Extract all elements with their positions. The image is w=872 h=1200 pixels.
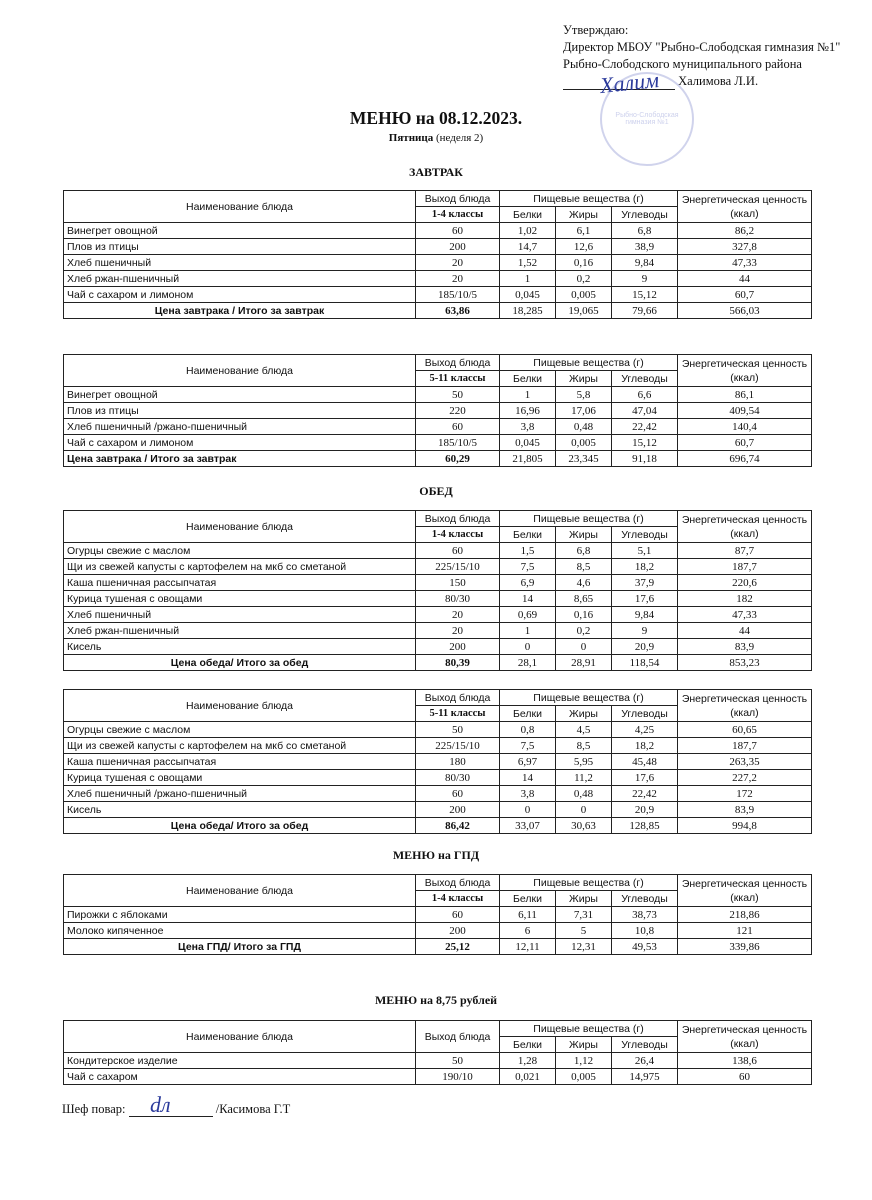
header-energy: Энергетическая ценность (ккал) (678, 355, 812, 387)
header-output: Выход блюда (416, 355, 500, 371)
table-row (64, 591, 812, 607)
dish-name: Курица тушеная с овощами (64, 770, 416, 786)
header-energy: Энергетическая ценность (ккал) (678, 875, 812, 907)
table-row (64, 802, 812, 818)
dish-proteins: 1,52 (500, 255, 556, 271)
total-price: 80,39 (416, 655, 500, 671)
dish-carbs: 4,25 (612, 722, 678, 738)
dish-proteins: 6 (500, 923, 556, 939)
header-class-label: 5-11 классы (416, 371, 500, 387)
footer (62, 1102, 290, 1117)
dish-fats: 6,8 (556, 543, 612, 559)
total-fats: 19,065 (556, 303, 612, 319)
dish-proteins: 0,69 (500, 607, 556, 623)
dish-name: Чай с сахаром (64, 1069, 416, 1085)
total-row (64, 451, 812, 467)
dish-output: 60 (416, 223, 500, 239)
dish-carbs: 10,8 (612, 923, 678, 939)
total-energy: 696,74 (678, 451, 812, 467)
dish-proteins: 3,8 (500, 786, 556, 802)
dish-output: 200 (416, 639, 500, 655)
approval-line-2: Директор МБОУ "Рыбно-Слободская гимназия №1" (563, 40, 841, 54)
total-row (64, 939, 812, 955)
dish-carbs: 5,1 (612, 543, 678, 559)
total-label: Цена ГПД/ Итого за ГПД (64, 939, 416, 955)
dish-energy: 83,9 (678, 639, 812, 655)
table-row (64, 559, 812, 575)
dish-output: 20 (416, 607, 500, 623)
total-proteins: 18,285 (500, 303, 556, 319)
total-energy: 566,03 (678, 303, 812, 319)
dish-energy: 327,8 (678, 239, 812, 255)
total-fats: 28,91 (556, 655, 612, 671)
total-energy: 853,23 (678, 655, 812, 671)
total-label: Цена завтрака / Итого за завтрак (64, 451, 416, 467)
dish-proteins: 6,97 (500, 754, 556, 770)
dish-output: 150 (416, 575, 500, 591)
week-label: (неделя 2) (433, 132, 484, 144)
header-nutrients: Пищевые вещества (г) (500, 875, 678, 891)
total-price: 86,42 (416, 818, 500, 834)
total-proteins: 12,11 (500, 939, 556, 955)
dish-name: Каша пшеничная рассыпчатая (64, 754, 416, 770)
dish-carbs: 14,975 (612, 1069, 678, 1085)
total-carbs: 128,85 (612, 818, 678, 834)
dish-carbs: 38,9 (612, 239, 678, 255)
dish-output: 50 (416, 722, 500, 738)
dish-proteins: 1,5 (500, 543, 556, 559)
dish-fats: 7,31 (556, 907, 612, 923)
dish-carbs: 47,04 (612, 403, 678, 419)
dish-proteins: 14,7 (500, 239, 556, 255)
dish-fats: 11,2 (556, 770, 612, 786)
dish-proteins: 14 (500, 591, 556, 607)
header-proteins: Белки (500, 527, 556, 543)
dish-name: Хлеб ржан-пшеничный (64, 623, 416, 639)
dish-carbs: 9,84 (612, 255, 678, 271)
dish-output: 190/10 (416, 1069, 500, 1085)
dish-name: Винегрет овощной (64, 223, 416, 239)
dish-output: 220 (416, 403, 500, 419)
dish-proteins: 3,8 (500, 419, 556, 435)
header-name: Наименование блюда (64, 690, 416, 722)
table-row (64, 575, 812, 591)
total-row (64, 818, 812, 834)
dish-carbs: 38,73 (612, 907, 678, 923)
dish-name: Кисель (64, 639, 416, 655)
dish-proteins: 14 (500, 770, 556, 786)
dish-energy: 121 (678, 923, 812, 939)
dish-output: 200 (416, 239, 500, 255)
dish-fats: 0,005 (556, 435, 612, 451)
dish-output: 60 (416, 419, 500, 435)
dish-name: Кисель (64, 802, 416, 818)
dish-output: 185/10/5 (416, 435, 500, 451)
table-row (64, 223, 812, 239)
dish-fats: 0,48 (556, 419, 612, 435)
total-proteins: 28,1 (500, 655, 556, 671)
dish-proteins: 1 (500, 623, 556, 639)
table-row (64, 543, 812, 559)
dish-output: 225/15/10 (416, 738, 500, 754)
dish-energy: 87,7 (678, 543, 812, 559)
dish-output: 200 (416, 923, 500, 939)
table-row (64, 1053, 812, 1069)
approval-line-3: Рыбно-Слободского муниципального района (563, 57, 802, 71)
dish-carbs: 18,2 (612, 738, 678, 754)
dish-fats: 0,48 (556, 786, 612, 802)
total-carbs: 118,54 (612, 655, 678, 671)
header-carbs: Углеводы (612, 207, 678, 223)
section-lunch: ОБЕД (419, 484, 453, 498)
total-energy: 994,8 (678, 818, 812, 834)
dish-energy: 44 (678, 271, 812, 287)
dish-energy: 60,7 (678, 435, 812, 451)
dish-fats: 17,06 (556, 403, 612, 419)
total-energy: 339,86 (678, 939, 812, 955)
dish-fats: 1,12 (556, 1053, 612, 1069)
dish-fats: 12,6 (556, 239, 612, 255)
dish-proteins: 6,11 (500, 907, 556, 923)
header-proteins: Белки (500, 207, 556, 223)
header-name: Наименование блюда (64, 191, 416, 223)
header-fats: Жиры (556, 891, 612, 907)
dish-fats: 5 (556, 923, 612, 939)
header-nutrients: Пищевые вещества (г) (500, 690, 678, 706)
dish-fats: 8,5 (556, 559, 612, 575)
dish-energy: 218,86 (678, 907, 812, 923)
menu-table (63, 354, 812, 467)
dish-proteins: 1 (500, 271, 556, 287)
dish-fats: 0,2 (556, 623, 612, 639)
header-output: Выход блюда (416, 875, 500, 891)
header-proteins: Белки (500, 891, 556, 907)
table-header-row (64, 690, 812, 706)
dish-carbs: 26,4 (612, 1053, 678, 1069)
header-class-label: 1-4 классы (416, 891, 500, 907)
dish-name: Винегрет овощной (64, 387, 416, 403)
total-proteins: 21,805 (500, 451, 556, 467)
header-nutrients: Пищевые вещества (г) (500, 511, 678, 527)
dish-name: Хлеб пшеничный /ржано-пшеничный (64, 786, 416, 802)
dish-name: Пирожки с яблоками (64, 907, 416, 923)
dish-name: Плов из птицы (64, 239, 416, 255)
chef-label: Шеф повар: (62, 1102, 126, 1116)
table-row (64, 607, 812, 623)
table-row (64, 639, 812, 655)
total-fats: 30,63 (556, 818, 612, 834)
dish-output: 80/30 (416, 770, 500, 786)
dish-output: 50 (416, 1053, 500, 1069)
header-carbs: Углеводы (612, 706, 678, 722)
header-nutrients: Пищевые вещества (г) (500, 191, 678, 207)
dish-proteins: 16,96 (500, 403, 556, 419)
dish-name: Курица тушеная с овощами (64, 591, 416, 607)
dish-energy: 187,7 (678, 559, 812, 575)
table-row (64, 419, 812, 435)
total-fats: 12,31 (556, 939, 612, 955)
dish-output: 60 (416, 543, 500, 559)
header-nutrients: Пищевые вещества (г) (500, 355, 678, 371)
dish-name: Каша пшеничная рассыпчатая (64, 575, 416, 591)
total-label: Цена завтрака / Итого за завтрак (64, 303, 416, 319)
table-row (64, 239, 812, 255)
menu-table (63, 190, 812, 319)
table-row (64, 255, 812, 271)
table-row (64, 623, 812, 639)
table-header-row (64, 511, 812, 527)
dish-proteins: 0 (500, 802, 556, 818)
dish-energy: 83,9 (678, 802, 812, 818)
dish-proteins: 0,021 (500, 1069, 556, 1085)
header-output: Выход блюда (416, 1021, 500, 1053)
dish-fats: 4,5 (556, 722, 612, 738)
header-output: Выход блюда (416, 690, 500, 706)
dish-fats: 0,005 (556, 1069, 612, 1085)
header-proteins: Белки (500, 1037, 556, 1053)
dish-carbs: 22,42 (612, 419, 678, 435)
dish-carbs: 37,9 (612, 575, 678, 591)
table-row (64, 923, 812, 939)
dish-energy: 409,54 (678, 403, 812, 419)
table-row (64, 738, 812, 754)
dish-carbs: 22,42 (612, 786, 678, 802)
dish-proteins: 0 (500, 639, 556, 655)
dish-energy: 187,7 (678, 738, 812, 754)
dish-fats: 0 (556, 639, 612, 655)
dish-fats: 0,16 (556, 255, 612, 271)
dish-fats: 0,16 (556, 607, 612, 623)
header-class-label: 1-4 классы (416, 527, 500, 543)
dish-proteins: 0,045 (500, 287, 556, 303)
header-name: Наименование блюда (64, 1021, 416, 1053)
total-price: 25,12 (416, 939, 500, 955)
dish-name: Плов из птицы (64, 403, 416, 419)
table-row (64, 770, 812, 786)
dish-output: 20 (416, 255, 500, 271)
header-output: Выход блюда (416, 191, 500, 207)
approval-line-1: Утверждаю: (563, 23, 629, 37)
dish-carbs: 20,9 (612, 802, 678, 818)
header-carbs: Углеводы (612, 1037, 678, 1053)
dish-output: 20 (416, 623, 500, 639)
dish-output: 200 (416, 802, 500, 818)
header-carbs: Углеводы (612, 891, 678, 907)
dish-fats: 0,005 (556, 287, 612, 303)
table-row (64, 907, 812, 923)
total-carbs: 79,66 (612, 303, 678, 319)
dish-energy: 220,6 (678, 575, 812, 591)
header-class-label: 5-11 классы (416, 706, 500, 722)
dish-name: Чай с сахаром и лимоном (64, 287, 416, 303)
dish-output: 20 (416, 271, 500, 287)
table-header-row (64, 875, 812, 891)
header-output: Выход блюда (416, 511, 500, 527)
dish-output: 180 (416, 754, 500, 770)
dish-carbs: 15,12 (612, 435, 678, 451)
day-label: Пятница (388, 132, 434, 144)
dish-proteins: 0,045 (500, 435, 556, 451)
menu-table (63, 510, 812, 671)
dish-carbs: 6,6 (612, 387, 678, 403)
header-energy: Энергетическая ценность (ккал) (678, 690, 812, 722)
dish-name: Кондитерское изделие (64, 1053, 416, 1069)
dish-energy: 86,2 (678, 223, 812, 239)
dish-fats: 0,2 (556, 271, 612, 287)
table-row (64, 1069, 812, 1085)
dish-energy: 227,2 (678, 770, 812, 786)
dish-proteins: 1,28 (500, 1053, 556, 1069)
header-fats: Жиры (556, 527, 612, 543)
table-header-row (64, 191, 812, 207)
table-header-row (64, 355, 812, 371)
dish-carbs: 9 (612, 271, 678, 287)
dish-carbs: 15,12 (612, 287, 678, 303)
dish-output: 60 (416, 786, 500, 802)
header-fats: Жиры (556, 371, 612, 387)
dish-fats: 4,6 (556, 575, 612, 591)
dish-name: Щи из свежей капусты с картофелем на мкб со сметаной (64, 559, 416, 575)
table-row (64, 271, 812, 287)
stamp-text: Рыбно-Слободская гимназия №1 (615, 112, 679, 126)
dish-energy: 172 (678, 786, 812, 802)
dish-carbs: 6,8 (612, 223, 678, 239)
table-row (64, 287, 812, 303)
dish-output: 50 (416, 387, 500, 403)
dish-energy: 47,33 (678, 255, 812, 271)
dish-energy: 60,65 (678, 722, 812, 738)
total-label: Цена обеда/ Итого за обед (64, 655, 416, 671)
dish-proteins: 7,5 (500, 738, 556, 754)
dish-energy: 138,6 (678, 1053, 812, 1069)
dish-carbs: 17,6 (612, 770, 678, 786)
dish-output: 225/15/10 (416, 559, 500, 575)
header-nutrients: Пищевые вещества (г) (500, 1021, 678, 1037)
dish-energy: 47,33 (678, 607, 812, 623)
table-row (64, 387, 812, 403)
total-price: 63,86 (416, 303, 500, 319)
total-label: Цена обеда/ Итого за обед (64, 818, 416, 834)
dish-energy: 44 (678, 623, 812, 639)
table-row (64, 754, 812, 770)
dish-name: Огурцы свежие с маслом (64, 543, 416, 559)
dish-carbs: 17,6 (612, 591, 678, 607)
header-fats: Жиры (556, 706, 612, 722)
header-energy: Энергетическая ценность (ккал) (678, 191, 812, 223)
menu-table (63, 1020, 812, 1085)
header-name: Наименование блюда (64, 875, 416, 907)
dish-name: Чай с сахаром и лимоном (64, 435, 416, 451)
header-name: Наименование блюда (64, 511, 416, 543)
header-carbs: Углеводы (612, 371, 678, 387)
total-row (64, 655, 812, 671)
dish-carbs: 9 (612, 623, 678, 639)
dish-fats: 8,5 (556, 738, 612, 754)
header-fats: Жиры (556, 1037, 612, 1053)
dish-energy: 182 (678, 591, 812, 607)
dish-fats: 6,1 (556, 223, 612, 239)
table-header-row (64, 1021, 812, 1037)
total-price: 60,29 (416, 451, 500, 467)
header-fats: Жиры (556, 207, 612, 223)
section-breakfast: ЗАВТРАК (408, 165, 463, 179)
dish-carbs: 18,2 (612, 559, 678, 575)
dish-energy: 263,35 (678, 754, 812, 770)
table-row (64, 435, 812, 451)
dish-name: Хлеб пшеничный (64, 255, 416, 271)
dish-name: Огурцы свежие с маслом (64, 722, 416, 738)
section-gpd: МЕНЮ на ГПД (392, 848, 480, 862)
chef-name: /Касимова Г.Т (215, 1102, 291, 1116)
page-subtitle (0, 132, 872, 144)
total-row (64, 303, 812, 319)
director-signature: Халим (598, 66, 661, 99)
dish-name: Молоко кипяченное (64, 923, 416, 939)
chef-signature-line (129, 1104, 213, 1117)
header-energy: Энергетическая ценность (ккал) (678, 511, 812, 543)
dish-carbs: 20,9 (612, 639, 678, 655)
total-fats: 23,345 (556, 451, 612, 467)
dish-output: 185/10/5 (416, 287, 500, 303)
header-class-label: 1-4 классы (416, 207, 500, 223)
dish-energy: 60 (678, 1069, 812, 1085)
dish-name: Щи из свежей капусты с картофелем на мкб со сметаной (64, 738, 416, 754)
dish-proteins: 1,02 (500, 223, 556, 239)
header-proteins: Белки (500, 371, 556, 387)
table-row (64, 403, 812, 419)
dish-output: 80/30 (416, 591, 500, 607)
section-special: МЕНЮ на 8,75 рублей (374, 993, 498, 1007)
dish-fats: 0 (556, 802, 612, 818)
menu-table (63, 689, 812, 834)
header-carbs: Углеводы (612, 527, 678, 543)
header-proteins: Белки (500, 706, 556, 722)
dish-output: 60 (416, 907, 500, 923)
header-name: Наименование блюда (64, 355, 416, 387)
director-name: Халимова Л.И. (678, 74, 759, 88)
dish-energy: 140,4 (678, 419, 812, 435)
dish-name: Хлеб ржан-пшеничный (64, 271, 416, 287)
dish-energy: 86,1 (678, 387, 812, 403)
dish-proteins: 1 (500, 387, 556, 403)
menu-table (63, 874, 812, 955)
dish-fats: 8,65 (556, 591, 612, 607)
total-carbs: 49,53 (612, 939, 678, 955)
page-title: МЕНЮ на 08.12.2023. (349, 108, 523, 128)
dish-fats: 5,95 (556, 754, 612, 770)
dish-carbs: 45,48 (612, 754, 678, 770)
dish-proteins: 7,5 (500, 559, 556, 575)
dish-proteins: 0,8 (500, 722, 556, 738)
table-row (64, 722, 812, 738)
total-carbs: 91,18 (612, 451, 678, 467)
chef-signature: dл (150, 1092, 171, 1117)
dish-energy: 60,7 (678, 287, 812, 303)
total-proteins: 33,07 (500, 818, 556, 834)
dish-name: Хлеб пшеничный (64, 607, 416, 623)
table-row (64, 786, 812, 802)
dish-proteins: 6,9 (500, 575, 556, 591)
header-energy: Энергетическая ценность (ккал) (678, 1021, 812, 1053)
dish-name: Хлеб пшеничный /ржано-пшеничный (64, 419, 416, 435)
dish-carbs: 9,84 (612, 607, 678, 623)
dish-fats: 5,8 (556, 387, 612, 403)
